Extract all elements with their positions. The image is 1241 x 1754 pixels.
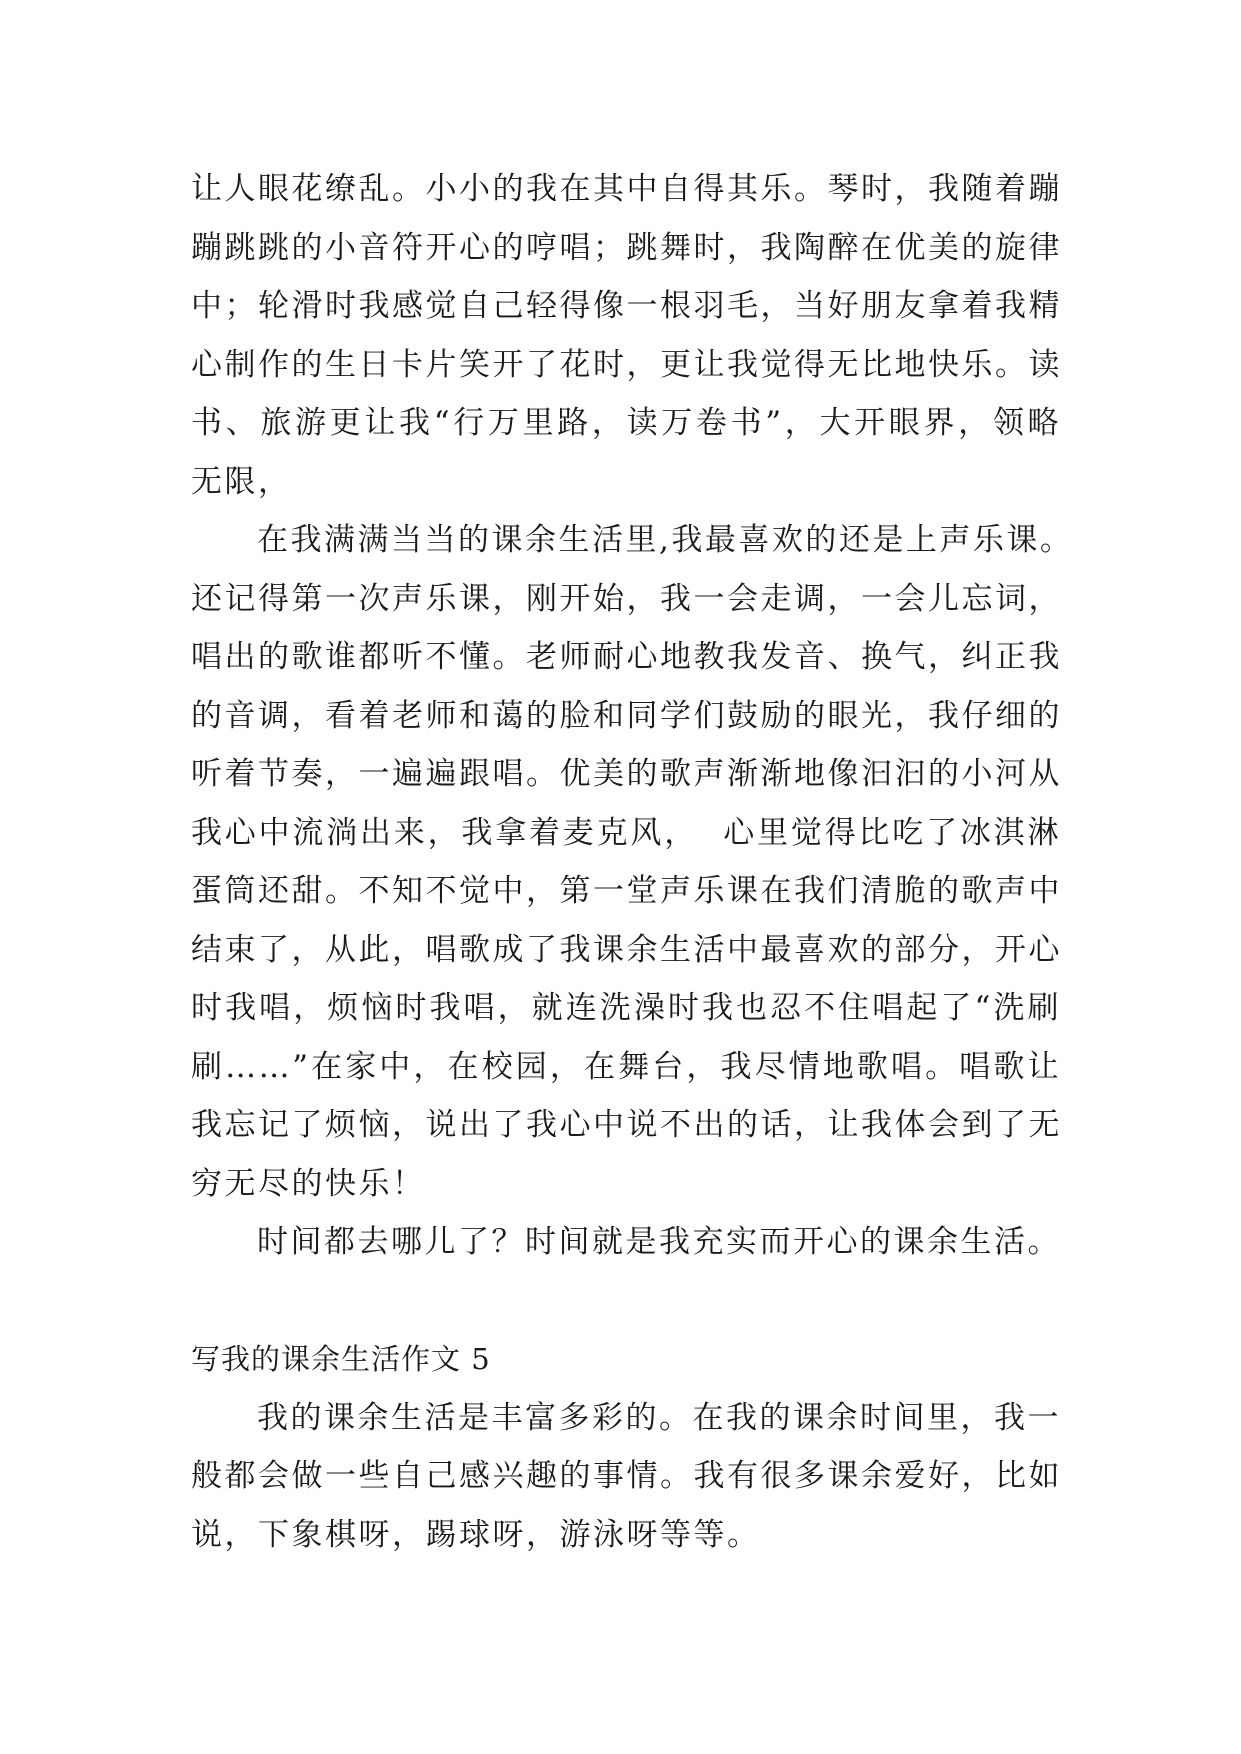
text-line: 我的课余生活是丰富多彩的。在我的课余时间里，我一 [257,1399,1061,1436]
document-body [191,160,1074,1564]
paragraph [191,1213,1061,1272]
text-line: 还记得第一次声乐课，刚开始，我一会走调，一会儿忘词， [191,580,1062,617]
text-line: 刷……”在家中，在校园，在舞台，我尽情地歌唱。唱歌让 [191,1048,1061,1085]
text-line: 心制作的生日卡片笑开了花时，更让我觉得无比地快乐。读 [191,346,1062,383]
paragraph [191,1389,1061,1565]
text-line: 无限， [191,463,292,500]
text-line: 唱出的歌谁都听不懂。老师耐心地教我发音、换气，纠正我 [191,639,1062,675]
text-line: 书、旅游更让我“行万里路，读万卷书”，大开眼界，领略 [191,405,1061,441]
text-line: 时我唱，烦恼时我唱，就连洗澡时我也忍不住唱起了“洗刷 [191,990,1061,1026]
text-line: 的音调，看着老师和蔼的脸和同学们鼓励的眼光，我仔细的 [191,697,1062,734]
text-line: 说，下象棋呀，踢球呀，游泳呀等等。 [191,1516,761,1553]
text-line: 中；轮滑时我感觉自己轻得像一根羽毛，当好朋友拿着我精 [191,288,1062,324]
paragraph [191,160,1061,511]
text-line: 我忘记了烦恼，说出了我心中说不出的话，让我体会到了无 [191,1107,1062,1143]
text-line: 我心中流淌出来，我拿着麦克风， 心里觉得比吃了冰淇淋 [191,814,1061,851]
text-line: 蹦跳跳的小音符开心的哼唱；跳舞时，我陶醉在优美的旋律 [191,229,1062,266]
text-line: 结束了，从此，唱歌成了我课余生活中最喜欢的部分，开心 [191,931,1062,968]
text-line: 听着节奏，一遍遍跟唱。优美的歌声渐渐地像汩汩的小河从 [191,756,1062,792]
section-heading: 写我的课余生活作文 5 [191,1342,491,1376]
text-line: 般都会做一些自己感兴趣的事情。我有很多课余爱好，比如 [191,1458,1062,1494]
paragraph [191,511,1074,1213]
text-line: 时间都去哪儿了？时间就是我充实而开心的课余生活。 [257,1224,1061,1260]
text-line: 穷无尽的快乐！ [191,1165,426,1202]
text-line: 蛋筒还甜。不知不觉中，第一堂声乐课在我们清脆的歌声中 [191,873,1062,909]
spacer [191,1272,1061,1331]
text-line: 在我满满当当的课余生活里,我最喜欢的还是上声乐课。 [257,522,1074,558]
text-line: 让人眼花缭乱。小小的我在其中自得其乐。琴时，我随着蹦 [191,171,1062,207]
